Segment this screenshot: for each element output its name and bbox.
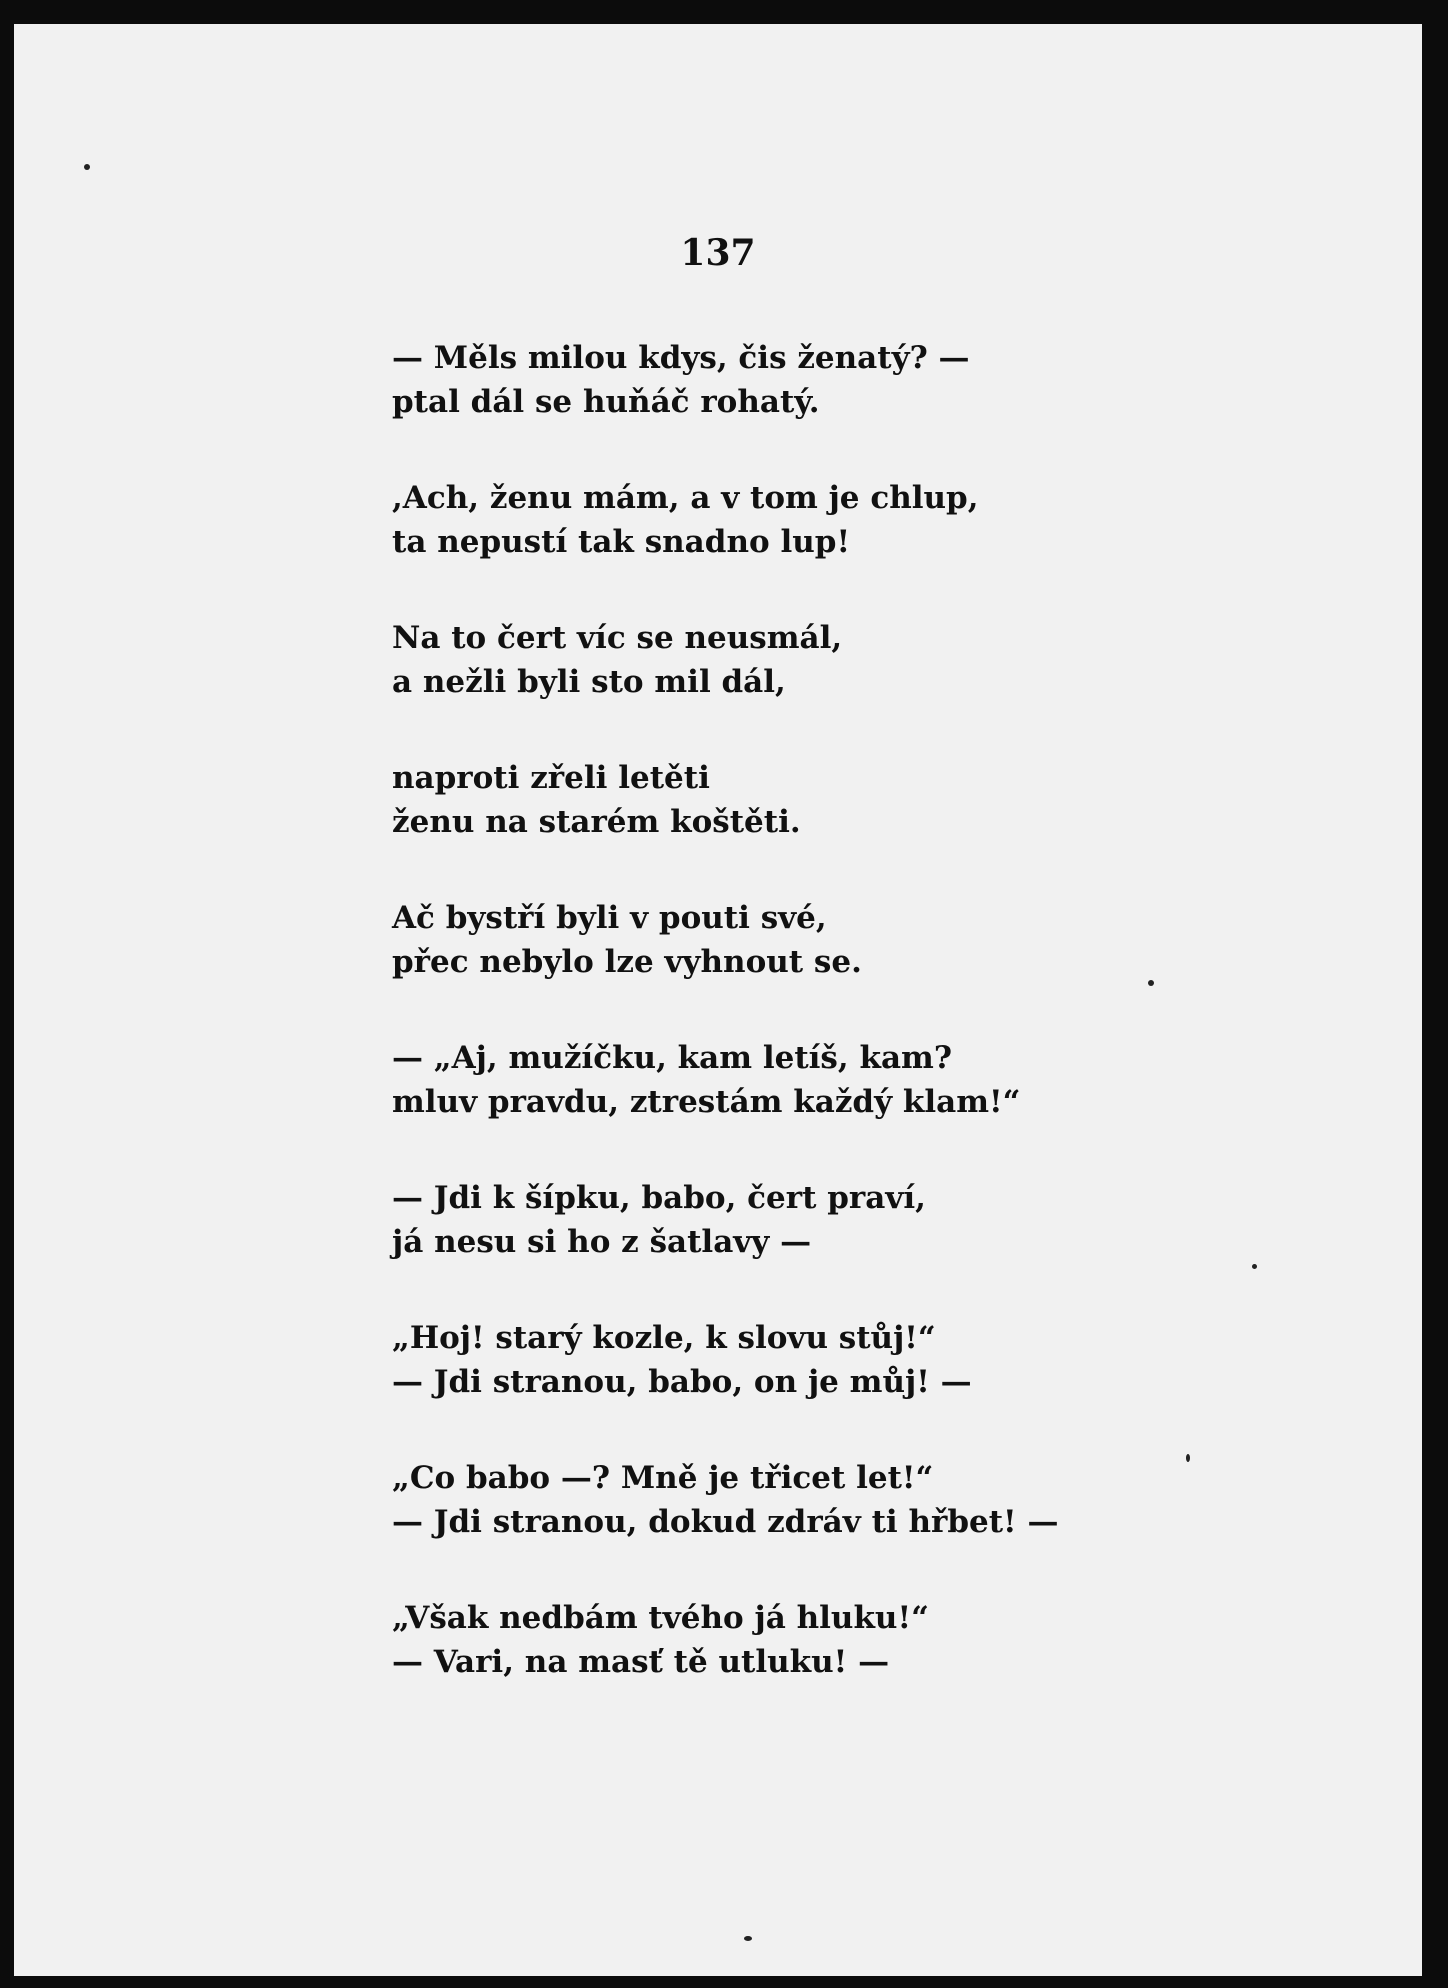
scan-speck [744,1936,752,1941]
poem-line: — „Aj, mužíčku, kam letíš, kam? [392,1040,952,1076]
scan-speck [1148,980,1154,986]
poem-line: naproti zřeli letěti [392,760,710,796]
poem-line: ptal dál se huňáč rohatý. [392,384,820,420]
poem [392,336,1112,1736]
stanza [392,1456,1112,1544]
poem-line: ,Ach, ženu mám, a v tom je chlup, [392,480,979,516]
poem-line: „Však nedbám tvého já hluku!“ [392,1600,929,1636]
scan-speck [1186,1454,1190,1462]
poem-line: — Vari, na masť tě utluku! — [392,1644,890,1680]
poem-line: — Měls milou kdys, čis ženatý? — [392,340,970,376]
page-number: 137 [680,232,756,274]
poem-line: — Jdi stranou, babo, on je můj! — [392,1364,972,1400]
poem-line: „Hoj! starý kozle, k slovu stůj!“ [392,1320,936,1356]
stanza [392,476,1112,564]
poem-line: já nesu si ho z šatlavy — [392,1224,812,1260]
poem-line: mluv pravdu, ztrestám každý klam!“ [392,1084,1021,1120]
poem-line: přec nebylo lze vyhnout se. [392,944,862,980]
poem-line: — Jdi k šípku, babo, čert praví, [392,1180,926,1216]
stanza [392,1176,1112,1264]
scan-speck [84,164,90,170]
stanza [392,1036,1112,1124]
poem-line: Ač bystří byli v pouti své, [392,900,827,936]
stanza [392,756,1112,844]
book-page [14,24,1422,1976]
poem-line: ženu na starém koštěti. [392,804,801,840]
poem-line: a nežli byli sto mil dál, [392,664,786,700]
stanza [392,336,1112,424]
poem-line: Na to čert víc se neusmál, [392,620,843,656]
scan-speck [1252,1264,1257,1269]
poem-line: — Jdi stranou, dokud zdráv ti hřbet! — [392,1504,1059,1540]
stanza [392,616,1112,704]
stanza [392,1596,1112,1684]
stanza [392,896,1112,984]
poem-line: „Co babo —? Mně je třicet let!“ [392,1460,934,1496]
stanza [392,1316,1112,1404]
poem-line: ta nepustí tak snadno lup! [392,524,851,560]
